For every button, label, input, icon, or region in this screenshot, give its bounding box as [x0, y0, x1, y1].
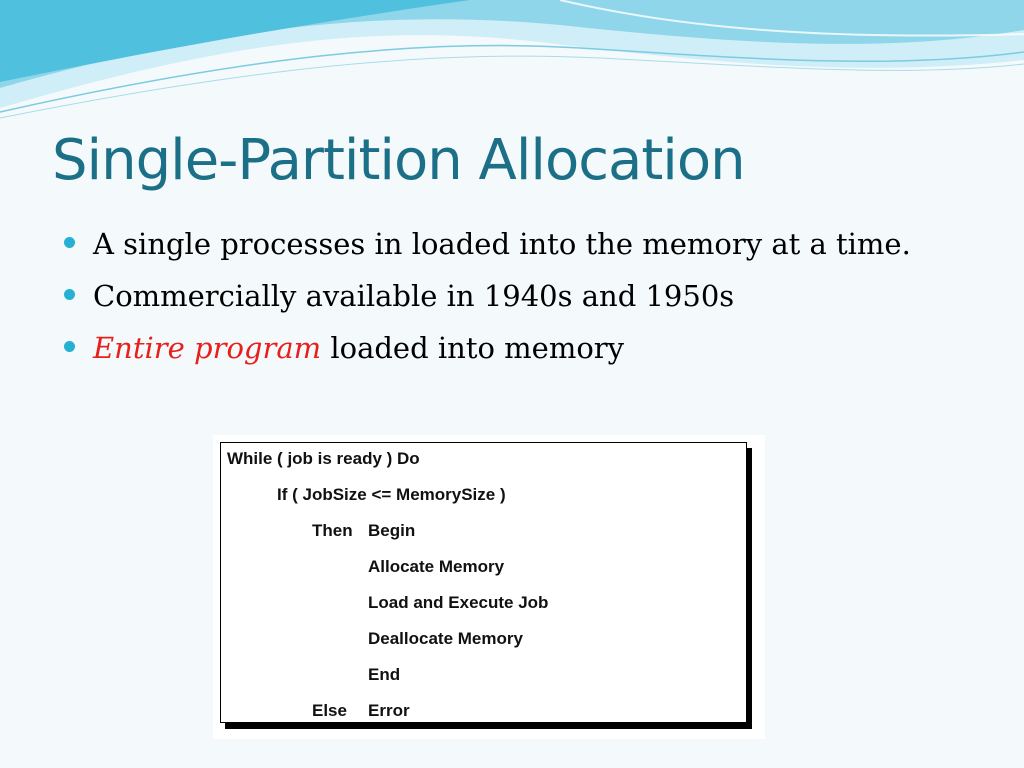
- code-line-if: If ( JobSize <= MemorySize ): [277, 485, 506, 504]
- code-line-else: Else: [312, 701, 347, 720]
- bullet-item: [62, 326, 922, 370]
- code-line-then: Then: [312, 521, 353, 540]
- bullet-text: A single processes in loaded into the memory at a time.: [93, 227, 911, 261]
- code-line-begin: Begin: [368, 521, 416, 540]
- bullet-marker-icon: [64, 237, 75, 248]
- code-line-error: Error: [368, 701, 410, 720]
- bullet-text: Commercially available in 1940s and 1950s: [93, 279, 735, 313]
- code-line-load-execute: Load and Execute Job: [368, 593, 549, 612]
- code-line-while: While ( job is ready ) Do: [227, 449, 420, 468]
- code-line-allocate: Allocate Memory: [368, 557, 505, 576]
- code-line-end: End: [368, 665, 401, 684]
- slide-title: Single-Partition Allocation: [52, 128, 745, 193]
- bullet-list: [62, 222, 922, 378]
- bullet-marker-icon: [64, 341, 75, 352]
- bullet-item: [62, 274, 922, 318]
- bullet-item: [62, 222, 922, 266]
- decorative-wave-header: [0, 0, 1024, 130]
- pseudocode-box: [220, 442, 747, 723]
- bullet-text: loaded into memory: [321, 331, 625, 365]
- bullet-emphasis-text: Entire program: [93, 331, 322, 365]
- pseudocode-figure: [213, 435, 765, 739]
- bullet-marker-icon: [64, 289, 75, 300]
- code-line-deallocate: Deallocate Memory: [368, 629, 523, 648]
